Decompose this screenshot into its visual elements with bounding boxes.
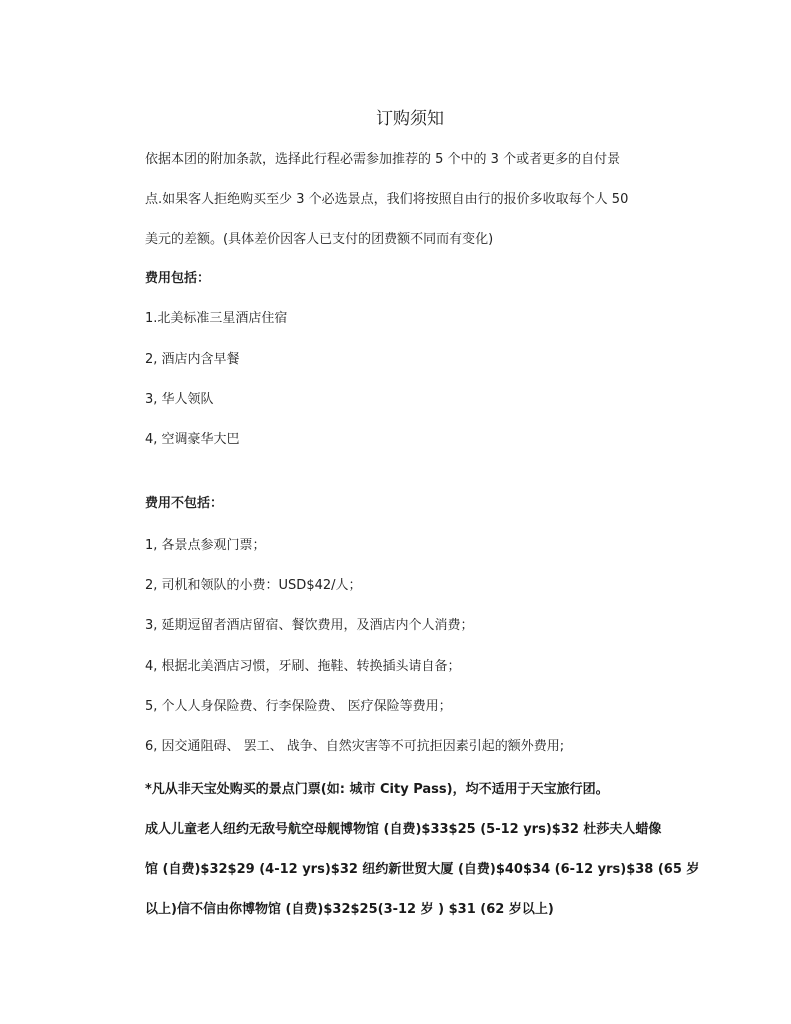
intro-paragraph <box>145 140 690 260</box>
page-title: 订购须知 <box>376 109 444 129</box>
excluded-heading: 费用不包括： <box>145 496 224 511</box>
included-item: 2, 酒店内含早餐 <box>145 352 240 367</box>
excluded-item: 4, 根据北美酒店习惯，牙刷、拖鞋、转换插头请自备； <box>145 659 461 674</box>
intro-line: 美元的差额。(具体差价因客人已支付的团费额不同而有变化) <box>145 232 494 247</box>
intro-line: 依据本团的附加条款，选择此行程必需参加推荐的 5 个中的 3 个或者更多的自付景 <box>145 152 621 167</box>
notes-line: *凡从非天宝处购买的景点门票(如: 城市 City Pass)，均不适用于天宝旅行团。 <box>145 782 609 797</box>
excluded-item: 2, 司机和领队的小费：USD$42/人； <box>145 578 362 593</box>
intro-line: 点.如果客人拒绝购买至少 3 个必选景点，我们将按照自由行的报价多收取每个人 50 <box>145 192 629 207</box>
notes-line: 以上)信不信由你博物馆 (自费)$32$25(3-12 岁 ) $31 (62 岁以上) <box>145 902 554 917</box>
excluded-item: 3, 延期逗留者酒店留宿、餐饮费用，及酒店内个人消费； <box>145 618 474 633</box>
notes-section <box>145 770 700 930</box>
excluded-item: 5, 个人人身保险费、行李保险费、 医疗保险等费用； <box>145 699 452 714</box>
included-item: 4, 空调豪华大巴 <box>145 432 240 447</box>
notes-line: 成人儿童老人纽约无敌号航空母舰博物馆 (自费)$33$25 (5-12 yrs)$32 杜莎夫人蜡像 <box>145 822 662 837</box>
excluded-item: 1, 各景点参观门票； <box>145 538 266 553</box>
included-item: 1.北美标准三星酒店住宿 <box>145 311 288 326</box>
included-heading: 费用包括： <box>145 271 211 286</box>
excluded-item: 6, 因交通阻碍、 罢工、 战争、自然灾害等不可抗拒因素引起的额外费用; <box>145 739 565 754</box>
included-item: 3, 华人领队 <box>145 392 214 407</box>
notes-line: 馆 (自费)$32$29 (4-12 yrs)$32 纽约新世贸大厦 (自费)$40$34 (6-12 yrs)$38 (65 岁 <box>145 862 700 877</box>
